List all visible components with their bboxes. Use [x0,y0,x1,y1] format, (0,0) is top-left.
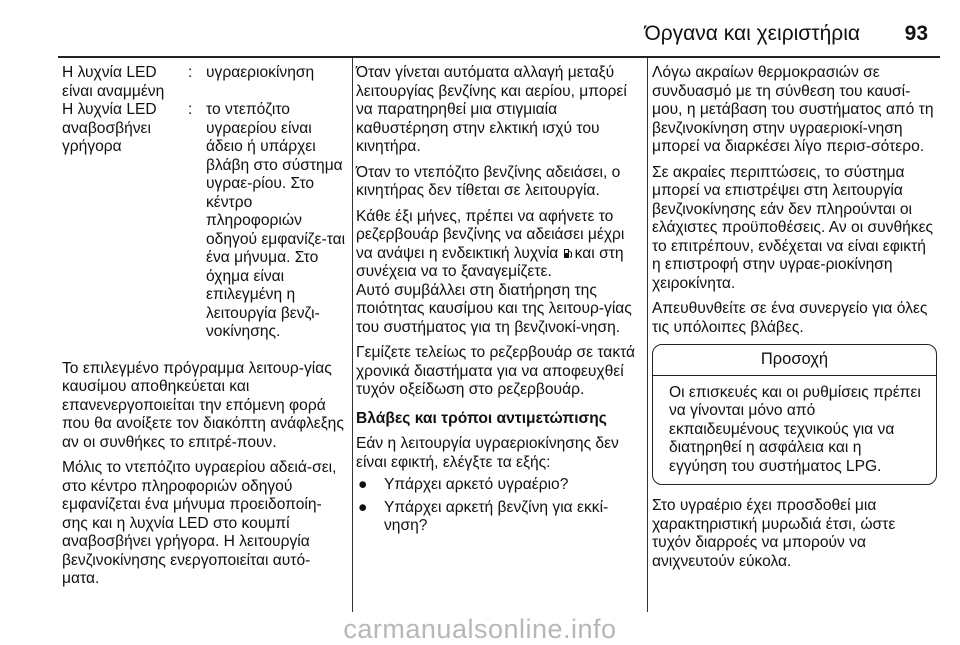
page-title: Όργανα και χειριστήρια [644,22,860,45]
paragraph: Όταν το ντεπόζιτο βενζίνης αδειάσει, ο κινητήρας δεν τίθεται σε λειτουργία. [356,163,621,199]
paragraph: Γεμίζετε τελείως το ρεζερβουάρ σε τακτά χρονικά διαστήματα για να αποφευχθεί τυχόν οξείδωση στο ρεζερβουάρ. [356,344,636,398]
lamp-status-list [62,64,347,342]
definition-desc: το ντεπόζιτο υγραερίου είναι άδειο ή υπάρχει βλάβη στο σύστημα υγραε-ρίου. Στο κέντρο πληροφοριών οδηγού εμφανίζε-ται ένα μήνυμα. Στο όχημα είναι επιλεγμένη η λειτουργία βενζι-νοκίνησης. [206,101,346,340]
column-right [652,64,937,578]
column-left [62,64,347,596]
paragraph: Εάν η λειτουργία υγραεριοκίνησης δεν είναι εφικτή, ελέγξτε τα εξής: [356,435,619,471]
paragraph: Αυτό συμβάλλει στη διατήρηση της ποιότητας καυσίμου και της λειτουρ-γίας του συστήματος για τη βενζινοκί-νηση. [356,281,632,336]
section-heading: Βλάβες και τρόποι αντιμετώπισης [356,409,607,427]
caution-box [652,344,937,485]
definition-row [62,101,347,342]
definition-term: Η λυχνία LED αναβοσβήνει γρήγορα [62,101,157,155]
paragraph: Απευθυνθείτε σε ένα συνεργείο για όλες τις υπόλοιπες βλάβες. [652,300,928,336]
paragraph: Όταν γίνεται αυτόματα αλλαγή μεταξύ λειτουργίας βενζίνης και αερίου, μπορεί να παρατηρηθεί μια στιγμιαία καθυστέρηση στην ελκτική ισχύ του κινητήρα. [356,64,627,155]
list-item-text: Υπάρχει αρκετή βενζίνη για εκκί-νηση? [384,498,609,534]
caution-title: Προσοχή [653,345,936,376]
definition-colon: : [188,64,193,81]
fuel-lamp-icon [563,246,573,257]
column-divider [352,58,353,612]
page-number: 93 [904,22,928,45]
paragraph-text: Κάθε έξι μήνες, πρέπει να αφήνετε το ρεζερβουάρ βενζίνης να αδειάσει μέχρι να ανάψει η ενδεικτική λυχνία [356,207,625,262]
definition-desc: υγραεριοκίνηση [206,64,315,81]
list-item [356,499,638,536]
paragraph: Στο υγραέριο έχει προσδοθεί μια χαρακτηριστική μυρωδιά έτσι, ώστε τυχόν διαρροές να μπορούν να ανιχνευτούν εύκολα. [652,497,896,570]
list-item [356,476,638,495]
bullet-icon: ● [358,498,368,516]
bullet-icon: ● [358,476,368,493]
list-item-text: Υπάρχει αρκετό υγραέριο? [384,476,569,493]
paragraph [356,208,638,282]
page-header [0,0,960,50]
paragraph: Το επιλεγμένο πρόγραμμα λειτουρ-γίας καυσίμου αποθηκεύεται και επανενεργοποιείται την επόμενη φορά που θα ανοίξετε τον διακόπτη ανάφλεξης αν οι συνθήκες το επιτρέ-πουν. [62,359,344,451]
column-middle [356,64,638,540]
paragraph: Μόλις το ντεπόζιτο υγραερίου αδειά-σει, στο κέντρο πληροφοριών οδηγού εμφανίζεται ένα μήνυμα προειδοποίη-σης και η λυχνία LED στο κουμπί αναβοσβήνει γρήγορα. Η λειτουργία βενζινοκίνησης ενεργοποιείται αυτό-ματα. [62,459,337,587]
definition-row [62,64,347,101]
watermark-text: carmanualsonline.info [343,614,617,644]
header-rule [58,56,940,58]
caution-text: Οι επισκευές και οι ρυθμίσεις πρέπει να γίνονται μόνο από εκπαιδευμένους τεχνικούς για να διατηρηθεί η ασφάλεια και η εγγύηση του συστήματος LPG. [669,383,921,475]
definition-colon: : [188,101,193,118]
column-divider [647,58,648,612]
paragraph: Σε ακραίες περιπτώσεις, το σύστημα μπορεί να επιστρέψει στη λειτουργία βενζινοκίνησης εάν δεν πληρούνται οι ελάχιστες προϋποθέσεις. Αν οι συνθήκες το επιτρέπουν, ενδέχεται να είναι εφικτή η επιστροφή στην υγραε-ριοκίνηση χειροκίνητα. [652,163,934,292]
definition-term: Η λυχνία LED είναι αναμμένη [62,64,165,100]
checklist [356,476,638,536]
paragraph-text: και στη συνέχεια να το ξαναγεμίζετε. [356,244,624,280]
paragraph: Λόγω ακραίων θερμοκρασιών σε συνδυασμό με τη σύνθεση του καυσί-μου, η μετάβαση του συστήματος από τη βενζινοκίνηση στην υγραεριοκί-νηση μπορεί να διαρκέσει λίγο περισ-σότερο. [652,64,934,155]
